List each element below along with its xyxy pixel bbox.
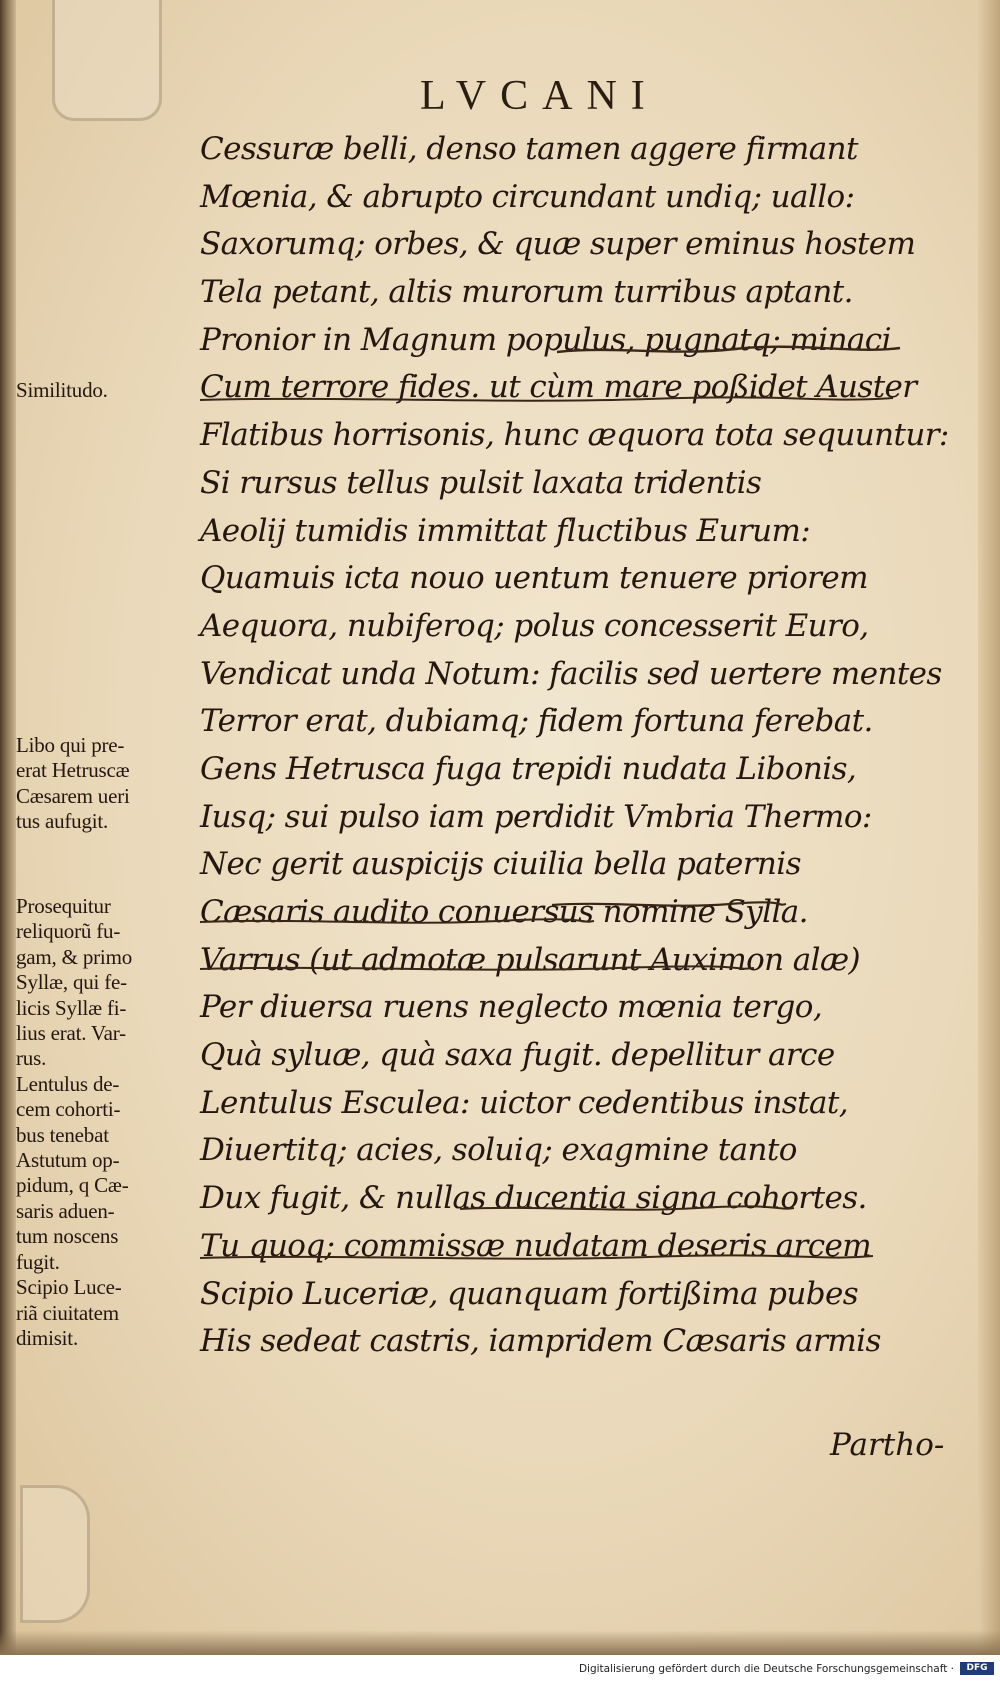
verse-line: Saxorumq; orbes, & quæ super eminus hostem: [200, 226, 916, 263]
running-header: LVCANI: [420, 73, 659, 119]
marginal-note-line: Scipio Luce-: [16, 1275, 122, 1300]
marginal-note-line: dimisit.: [16, 1325, 78, 1350]
marginal-note-line: reliquorũ fu-: [16, 919, 121, 944]
verse-line: Vendicat unda Notum: facilis sed uertere mentes: [200, 655, 942, 692]
marginal-note-line: Syllæ, qui fe-: [16, 970, 127, 995]
verse-line: His sedeat castris, iampridem Cæsaris armis: [200, 1323, 881, 1360]
verse-line: Aeolij tumidis immittat fluctibus Eurum:: [200, 512, 811, 549]
verse-line: Terror erat, dubiamq; fidem fortuna ferebat.: [200, 703, 873, 740]
verse-line: Tela petant, altis murorum turribus aptant.: [200, 274, 853, 311]
funding-credit: Digitalisierung gefördert durch die Deutsche Forschungsgemeinschaft ·: [578, 1663, 954, 1675]
marginal-note-line: cem cohorti-: [16, 1097, 121, 1122]
verse-line: Cessuræ belli, denso tamen aggere firmant: [200, 131, 858, 167]
catchword: Partho-: [830, 1427, 945, 1463]
page-gutter-shadow: [0, 0, 16, 1655]
verse-line: Quamuis icta nouo uentum tenuere priorem: [200, 560, 868, 597]
marginal-note-line: gam, & primo: [16, 944, 133, 969]
verse-text: [200, 126, 960, 1366]
marginal-note-line: erat Hetruscæ: [16, 758, 130, 783]
marginal-note-line: saris aduen-: [16, 1198, 115, 1223]
verse-line: Quà syluæ, quà saxa fugit. depellitur arce: [200, 1037, 835, 1074]
marginal-note-line: riã ciuitatem: [16, 1300, 119, 1325]
marginal-note-line: tus aufugit.: [16, 809, 109, 834]
verse-line: Dux fugit, & nullas ducentia signa cohortes.: [200, 1180, 867, 1217]
verse-line: Varrus (ut admotæ pulsarunt Auximon alæ): [200, 941, 861, 978]
marginal-note-line: Astutum op-: [16, 1148, 120, 1173]
binding-tab-top: [52, 0, 162, 121]
marginal-note-line: Prosequitur: [16, 894, 111, 918]
marginal-note-line: tum noscens: [16, 1224, 119, 1249]
marginal-note-line: Lentulus de-: [16, 1071, 120, 1096]
marginal-note-similitudo: [16, 378, 196, 403]
page-right-edge: [978, 0, 1000, 1655]
verse-line: Aequora, nubiferoq; polus concesserit Euro,: [200, 607, 869, 644]
marginal-note-line: pidum, q Cæ-: [16, 1173, 129, 1198]
verse-line: Cum terrore fides. ut cùm mare poßidet Auster: [200, 369, 917, 406]
verse-line: Diuertitq; acies, soluiq; exagmine tanto: [200, 1132, 797, 1169]
verse-line: Per diuersa ruens neglecto mœnia tergo,: [200, 989, 823, 1026]
marginal-note-line: lius erat. Var-: [16, 1021, 126, 1046]
marginal-note-line: Libo qui pre-: [16, 733, 125, 757]
verse-line: Si rursus tellus pulsit laxata tridentis: [200, 464, 762, 501]
marginal-note-line: rus.: [16, 1046, 47, 1071]
verse-line: Nec gerit auspicijs ciuilia bella paternis: [200, 846, 801, 883]
marginal-note-line: fugit.: [16, 1249, 60, 1274]
verse-line: Lentulus Esculea: uictor cedentibus instat,: [200, 1084, 848, 1121]
verse-line: Tu quoq; commissæ nudatam deseris arcem: [200, 1227, 872, 1264]
marginal-note-libo: [16, 733, 196, 835]
footer: [0, 1660, 1000, 1685]
verse-line: Flatibus horrisonis, hunc æquora tota sequuntur:: [200, 417, 949, 454]
marginal-note-line: licis Syllæ fi-: [16, 995, 127, 1020]
verse-line: Cæsaris audito conuersus nomine Sylla.: [200, 894, 808, 930]
marginal-note-line: Similitudo.: [16, 378, 108, 402]
page-bottom-edge: [0, 1630, 1000, 1655]
marginal-note-line: bus tenebat: [16, 1122, 109, 1147]
marginal-note-line: Cæsarem ueri: [16, 783, 130, 808]
binding-tab-bottom: [20, 1485, 90, 1623]
verse-line: Mœnia, & abrupto circundant undiq; uallo:: [200, 178, 855, 215]
verse-line: Iusq; sui pulso iam perdidit Vmbria Thermo:: [200, 798, 872, 835]
verse-line: Gens Hetrusca fuga trepidi nudata Libonis,: [200, 750, 857, 787]
dfg-logo: DFG: [960, 1662, 994, 1675]
marginal-note-prosequitur: [16, 894, 196, 1351]
verse-line: Pronior in Magnum populus, pugnatq; minaci: [200, 321, 891, 358]
verse-line: Scipio Luceriæ, quanquam fortißima pubes: [200, 1275, 859, 1312]
